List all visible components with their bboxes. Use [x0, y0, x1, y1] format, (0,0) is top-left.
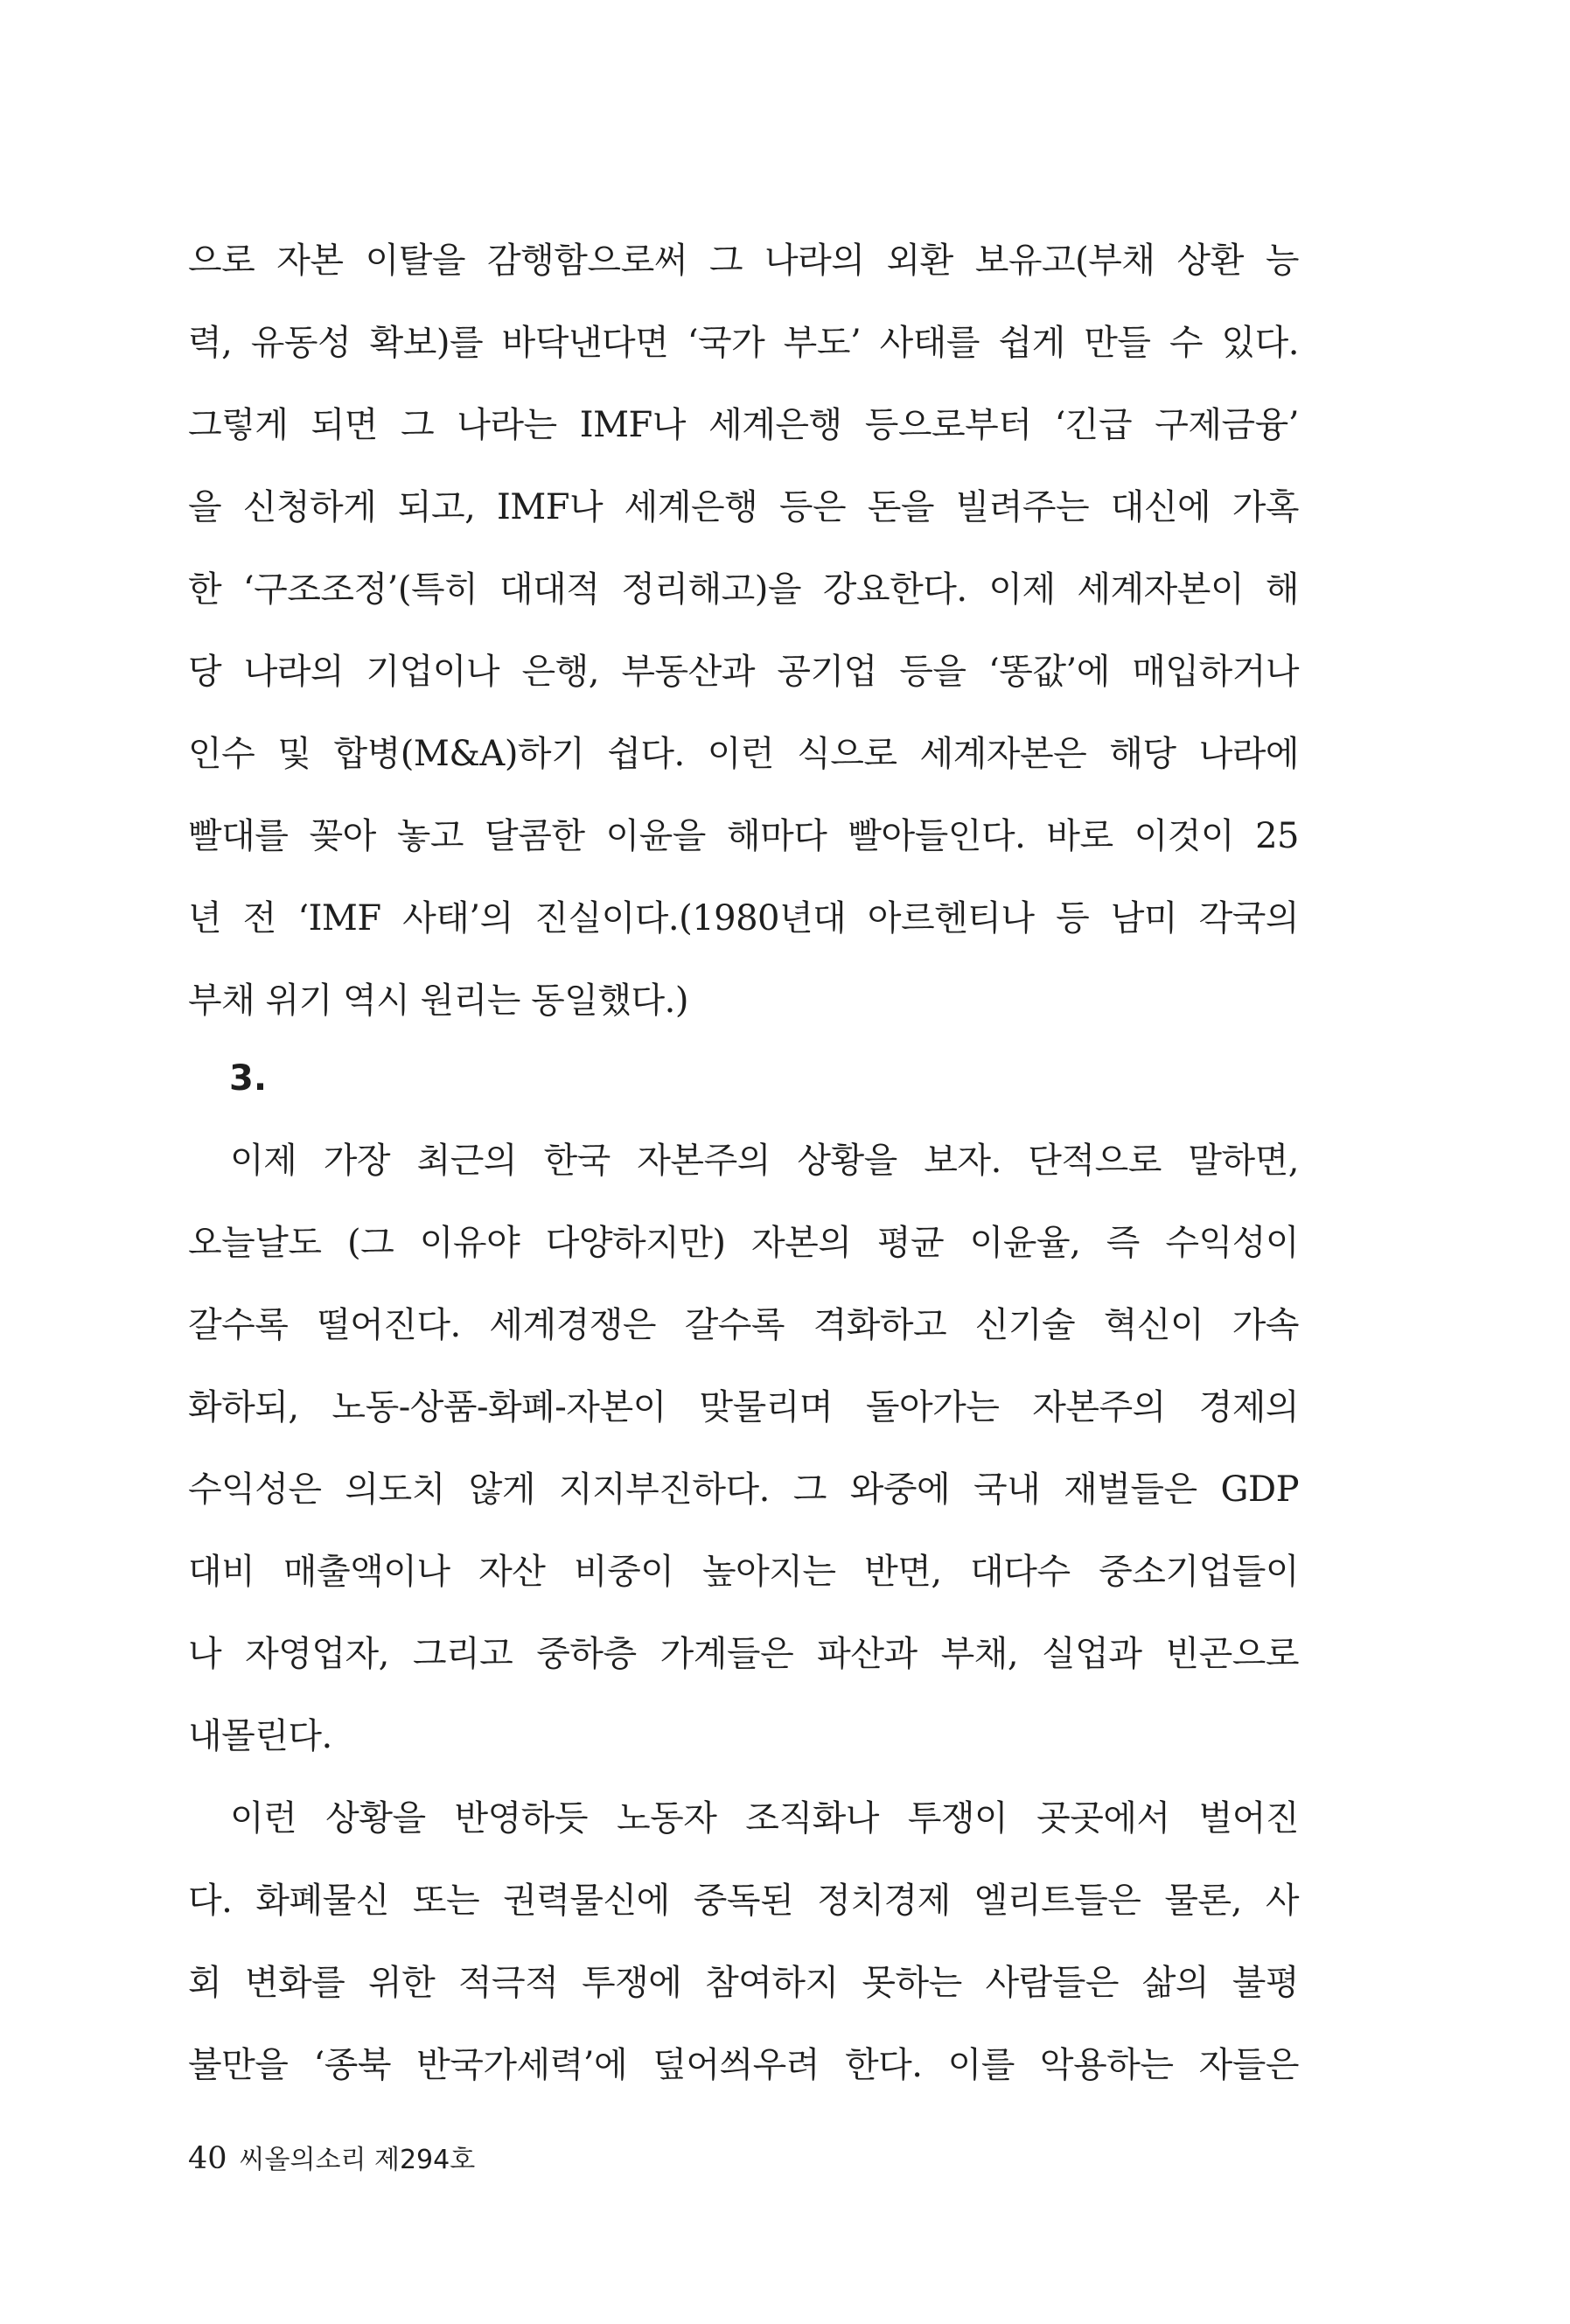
body-text-line: 이런 상황을 반영하듯 노동자 조직화나 투쟁이 곳곳에서 벌어진: [230, 1798, 1299, 1839]
body-text-line: 수익성은 의도치 않게 지지부진하다. 그 와중에 국내 재벌들은 GDP: [188, 1469, 1299, 1510]
body-text-line: 이제 가장 최근의 한국 자본주의 상황을 보자. 단적으로 말하면,: [230, 1141, 1299, 1181]
body-text-line: 화하되, 노동-상품-화폐-자본이 맞물리며 돌아가는 자본주의 경제의: [188, 1387, 1299, 1427]
body-text-line: 불만을 ‘종북 반국가세력’에 덮어씌우려 한다. 이를 악용하는 자들은: [188, 2045, 1299, 2085]
section-heading: 3.: [229, 1058, 268, 1099]
body-text-line: 내몰린다.: [188, 1716, 332, 1756]
body-text-line: 그렇게 되면 그 나라는 IMF나 세계은행 등으로부터 ‘긴급 구제금융’: [188, 405, 1299, 445]
body-text-line: 인수 및 합병(M&A)하기 쉽다. 이런 식으로 세계자본은 해당 나라에: [188, 734, 1299, 774]
body-text-line: 갈수록 떨어진다. 세계경쟁은 갈수록 격화하고 신기술 혁신이 가속: [188, 1305, 1299, 1345]
body-text-line: 빨대를 꽂아 놓고 달콤한 이윤을 해마다 빨아들인다. 바로 이것이 25: [188, 816, 1299, 856]
body-text-line: 다. 화폐물신 또는 권력물신에 중독된 정치경제 엘리트들은 물론, 사: [188, 1881, 1299, 1921]
body-text-line: 회 변화를 위한 적극적 투쟁에 참여하지 못하는 사람들은 삶의 불평: [188, 1963, 1299, 2003]
page-number: 40: [188, 2141, 227, 2176]
body-text-line: 을 신청하게 되고, IMF나 세계은행 등은 돈을 빌려주는 대신에 가혹: [188, 487, 1299, 527]
body-text-line: 나 자영업자, 그리고 중하층 가계들은 파산과 부채, 실업과 빈곤으로: [188, 1634, 1299, 1674]
body-text-line: 력, 유동성 확보)를 바닥낸다면 ‘국가 부도’ 사태를 쉽게 만들 수 있다.: [188, 323, 1299, 363]
journal-title: 씨올의소리 제294호: [239, 2145, 476, 2175]
body-text-line: 당 나라의 기업이나 은행, 부동산과 공기업 등을 ‘똥값’에 매입하거나: [188, 652, 1299, 692]
page-footer: [188, 2137, 475, 2182]
body-text-line: 으로 자본 이탈을 감행함으로써 그 나라의 외환 보유고(부채 상환 능: [188, 241, 1299, 281]
body-text-line: 한 ‘구조조정’(특히 대대적 정리해고)을 강요한다. 이제 세계자본이 해: [188, 569, 1299, 610]
body-text-line: 대비 매출액이나 자산 비중이 높아지는 반면, 대다수 중소기업들이: [188, 1552, 1299, 1592]
body-text-line: 오늘날도 (그 이유야 다양하지만) 자본의 평균 이윤율, 즉 수익성이: [188, 1223, 1299, 1263]
body-text-line: 년 전 ‘IMF 사태’의 진실이다.(1980년대 아르헨티나 등 남미 각국의: [188, 898, 1299, 939]
body-text-line: 부채 위기 역시 원리는 동일했다.): [188, 981, 688, 1021]
